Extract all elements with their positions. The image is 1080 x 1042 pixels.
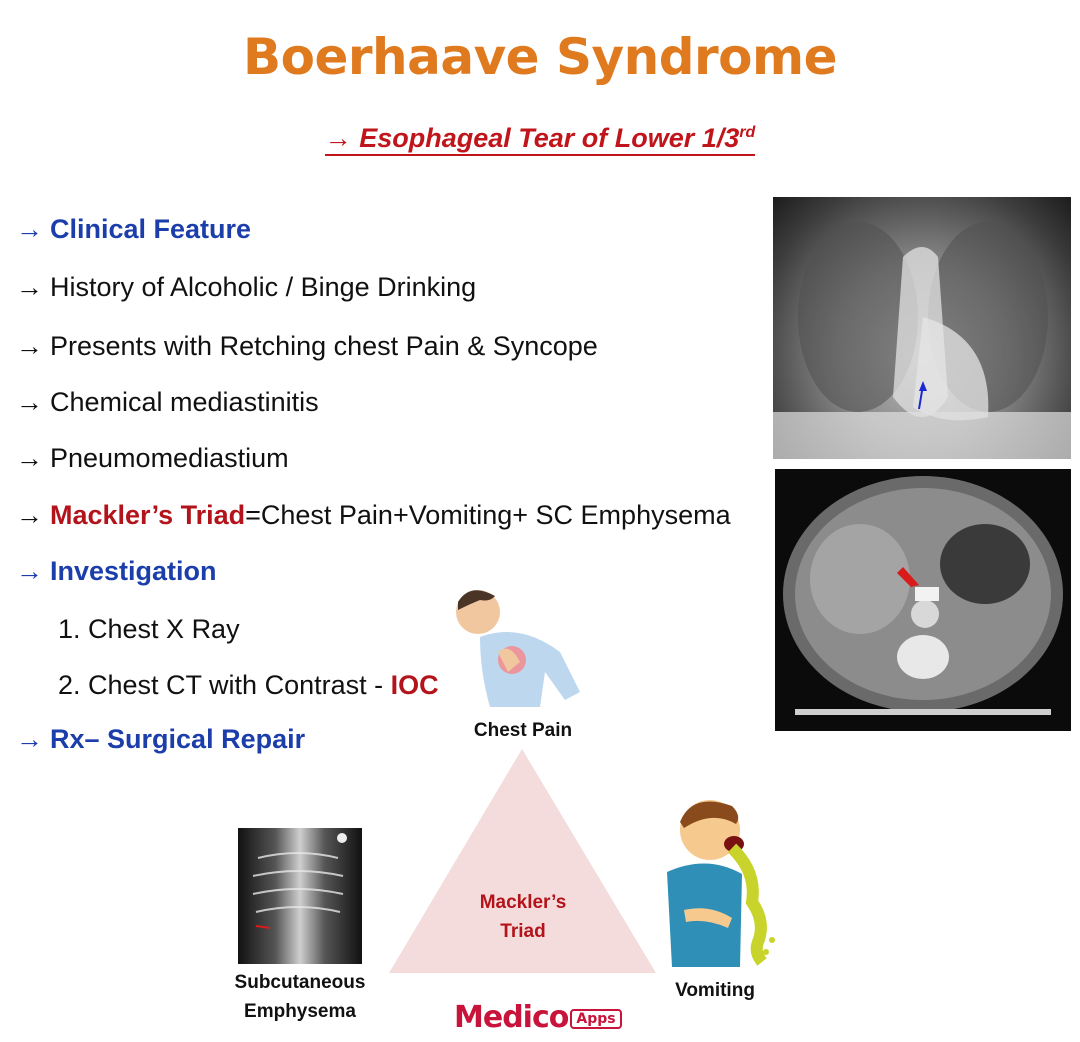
presents-text: Presents with Retching chest Pain & Syncope bbox=[50, 331, 598, 361]
pneumo-text: Pneumomediastium bbox=[50, 443, 289, 473]
pneumo-line bbox=[16, 443, 289, 474]
logo-badge: Apps bbox=[570, 1009, 621, 1029]
investigation-item-2-text: 2. Chest CT with Contrast - bbox=[58, 670, 391, 700]
arrow-icon: → bbox=[16, 724, 43, 754]
arrow-icon: → bbox=[16, 443, 43, 473]
chest-ct-image bbox=[775, 469, 1071, 731]
arrow-icon: → bbox=[16, 331, 43, 361]
arrow-icon: → bbox=[16, 500, 43, 530]
chemical-text: Chemical mediastinitis bbox=[50, 387, 319, 417]
clinical-feature-label: Clinical Feature bbox=[50, 214, 252, 244]
chest-pain-person-icon bbox=[450, 582, 590, 712]
subtitle-text: → Esophageal Tear of Lower 1/3 bbox=[324, 123, 740, 153]
chemical-line bbox=[16, 387, 319, 418]
investigation-item-1: 1. Chest X Ray bbox=[58, 614, 240, 644]
triad-center-line-2: Triad bbox=[500, 921, 546, 942]
arrow-icon: → bbox=[16, 556, 43, 586]
emphysema-label-line-1: Subcutaneous bbox=[234, 972, 366, 993]
history-line bbox=[16, 272, 476, 303]
triad-center-label bbox=[458, 888, 588, 946]
chest-pain-label: Chest Pain bbox=[473, 720, 573, 741]
clinical-feature-heading bbox=[16, 214, 251, 245]
investigation-item-2 bbox=[58, 670, 439, 701]
subtitle-superscript: rd bbox=[739, 124, 756, 141]
arrow-icon: → bbox=[16, 214, 43, 244]
mackler-definition-text: =Chest Pain+Vomiting+ SC Emphysema bbox=[245, 500, 731, 530]
page-title: Boerhaave Syndrome bbox=[242, 28, 838, 86]
emphysema-xray-image bbox=[238, 828, 362, 964]
triad-center-line-1: Mackler’s bbox=[479, 892, 567, 913]
arrow-icon: → bbox=[16, 387, 43, 417]
emphysema-label-line-2: Emphysema bbox=[244, 1001, 356, 1022]
page-subtitle bbox=[0, 123, 1080, 154]
logo-text: Medico bbox=[454, 1000, 569, 1035]
ioc-text: IOC bbox=[390, 670, 439, 700]
presents-line bbox=[16, 331, 598, 362]
mackler-triad-text: Mackler’s Triad bbox=[50, 500, 246, 530]
investigation-heading bbox=[16, 556, 217, 587]
mackler-line bbox=[16, 500, 731, 531]
rx-heading bbox=[16, 724, 305, 755]
chest-xray-image bbox=[773, 197, 1071, 459]
vomiting-label: Vomiting bbox=[675, 980, 755, 1001]
history-text: History of Alcoholic / Binge Drinking bbox=[50, 272, 477, 302]
medico-apps-logo bbox=[454, 1000, 622, 1035]
investigation-label: Investigation bbox=[50, 556, 217, 586]
rx-label: Rx– Surgical Repair bbox=[50, 724, 306, 754]
arrow-icon: → bbox=[16, 272, 43, 302]
vomiting-person-icon bbox=[662, 792, 778, 972]
emphysema-label bbox=[215, 968, 385, 1026]
